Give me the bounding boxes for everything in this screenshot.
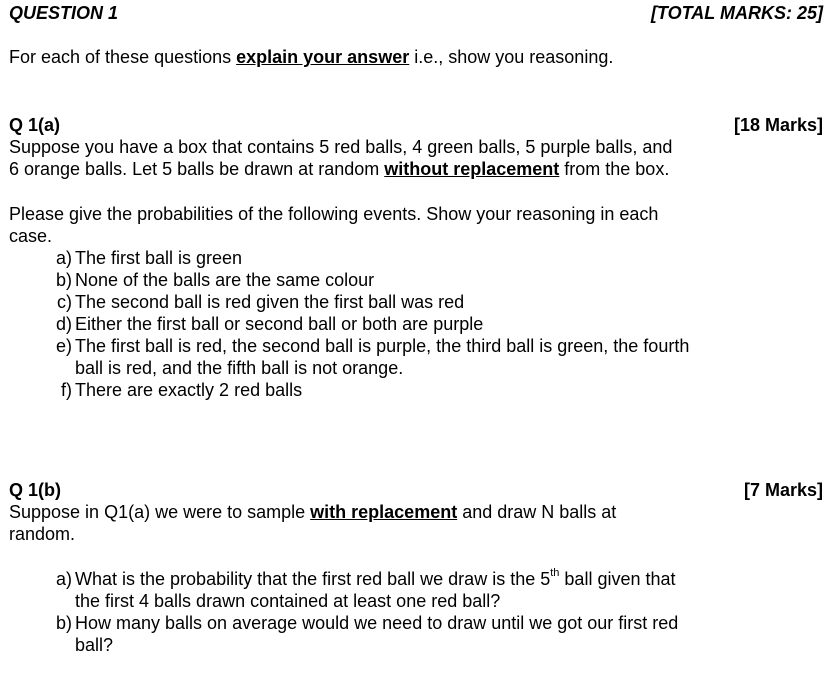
- q1b-emphasis-with-replacement: with replacement: [310, 502, 458, 522]
- list-item-label: f): [61, 380, 72, 400]
- q1a-para1-line2: [9, 158, 669, 180]
- q1b-para-line1-post: and draw N balls at: [457, 502, 617, 522]
- q1a-label: Q 1(a): [9, 115, 61, 135]
- list-item-text: [75, 568, 676, 590]
- list-item-label: b): [55, 613, 72, 633]
- list-item-label: a): [55, 569, 72, 589]
- intro-pre: For each of these questions: [9, 47, 237, 67]
- list-item-text: None of the balls are the same colour: [75, 270, 375, 290]
- q1b-marks: [7 Marks]: [743, 480, 823, 500]
- q1a-marks: [18 Marks]: [733, 115, 823, 135]
- list-item-label: a): [55, 248, 72, 268]
- intro-line: [9, 46, 613, 68]
- question-title: QUESTION 1: [9, 3, 119, 23]
- list-item-text: There are exactly 2 red balls: [75, 380, 303, 400]
- total-marks: [TOTAL MARKS: 25]: [650, 3, 823, 23]
- list-item-text: How many balls on average would we need to draw until we got our first red: [75, 613, 679, 633]
- q1b-para-line1-pre: Suppose in Q1(a) we were to sample: [9, 502, 311, 522]
- intro-emphasis: explain your answer: [236, 47, 410, 67]
- q1b-item-a-post: ball given that: [559, 569, 676, 589]
- q1b-para-line2: random.: [9, 524, 76, 544]
- list-item-label: e): [55, 336, 72, 356]
- list-item-text-cont: ball is red, and the fifth ball is not orange.: [75, 358, 404, 378]
- list-item-text-cont: ball?: [75, 635, 114, 655]
- list-item-label: c): [57, 292, 72, 312]
- list-item-text: The first ball is red, the second ball is purple, the third ball is green, the fourth: [75, 336, 690, 356]
- list-item-text: The second ball is red given the first ball was red: [75, 292, 465, 312]
- superscript-th: th: [550, 567, 560, 579]
- list-item-label: d): [55, 314, 72, 334]
- q1a-para2-line1: Please give the probabilities of the following events. Show your reasoning in each: [9, 204, 659, 224]
- q1b-item-a-pre: What is the probability that the first red ball we draw is the 5: [75, 569, 551, 589]
- q1a-emphasis-without-replacement: without replacement: [384, 159, 560, 179]
- q1b-para-line1: [9, 501, 616, 523]
- list-item-text: Either the first ball or second ball or both are purple: [75, 314, 484, 334]
- q1a-para1-line2-pre: 6 orange balls. Let 5 balls be drawn at random: [9, 159, 385, 179]
- intro-post: i.e., show you reasoning.: [409, 47, 614, 67]
- list-item-label: b): [55, 270, 72, 290]
- q1a-para2-line2: case.: [9, 226, 53, 246]
- list-item-text-cont: the first 4 balls drawn contained at least one red ball?: [75, 591, 501, 611]
- q1b-label: Q 1(b): [9, 480, 61, 500]
- list-item-text: The first ball is green: [75, 248, 243, 268]
- q1a-para1-line1: Suppose you have a box that contains 5 red balls, 4 green balls, 5 purple balls, and: [9, 137, 673, 157]
- q1a-para1-line2-post: from the box.: [559, 159, 670, 179]
